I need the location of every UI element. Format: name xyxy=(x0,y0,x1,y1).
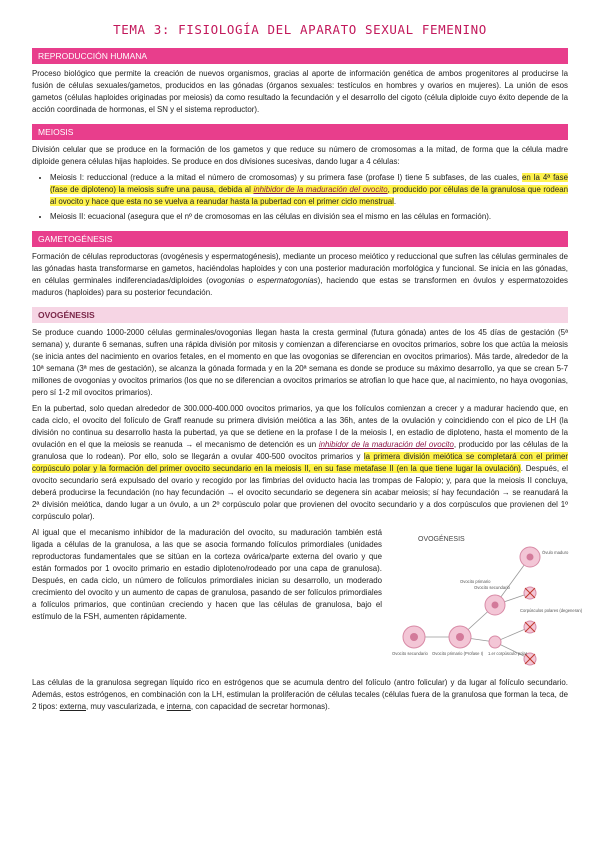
label-ovocito-profase: Ovocito primario (Profase I) xyxy=(432,651,484,656)
paragraph-ovogenesis-1: Se produce cuando 1000-2000 células germinales/ovogonias llegan hasta la cresta germinal (futura gónada) antes de los 45 días de gestación (5ª semana) y, durante 6 semanas, sufren una rápida división por mitosis y comienzan a diferenciarse en ovocitos primarios, sobre los que actúa la meiosis (se inicia antes del nacimiento en ovarios fetales, en el momento en que las ovogonias se diferencian en ovocitos primarios). Más tarde, alrededor de la 10ª semana (3ª mes de gestación), se alcanza la gónada formada y en la 20ª semana es donde se produce su máximo desarrollo, ya que se crean 5-7 millones de ovogonias y ovocitos primarios (los que no se diferencian a ovocitos primarios se atrofian lo que hace que, al nacimiento, no haya ovogonias, pero sí 1-2 mil ovocitos primarios). xyxy=(32,328,568,397)
paragraph-reproduccion: Proceso biológico que permite la creación de nuevos organismos, gracias al aporte de información genética de ambos progenitores al producirse la fusión de células sexuales/gametos, producidos en las gónadas (órganos sexuales: testículos en hombres y ovarios en mujeres). La unión de esos gametos (células haploides originadas por meiosis) da como resultado la fecundación y el desarrollo del cigoto (célula diploide cuyo éxito depende de la acción coordinada de hormonas, el SN y el sistema reproductor). xyxy=(32,69,568,114)
cell-polar-body-1 xyxy=(489,636,501,648)
list-item-meiosis-1: • Meiosis I: reduccional (reduce a la mitad el número de cromosomas) y su primera fase (profase I) tiene 5 subfases, de las cuales, en la 4ª fase (fase de diploteno) la meiosis sufre una pausa, debida al inhibidor de la maduración del ovocito, producido por células de la granulosa que rodean al ovocito y hace que esta no se vuelva a reanudar hasta la pubertad con el primer ciclo menstrual. xyxy=(50,172,568,208)
label-ovulo: Óvulo maduro xyxy=(542,550,569,555)
figure-title: OVOGÉNESIS xyxy=(418,536,465,543)
section-heading-reproduccion: REPRODUCCIÓN HUMANA xyxy=(32,48,568,64)
paragraph-ovogenesis-3: Al igual que el mecanismo inhibidor de la maduración del ovocito, su maduración también está ligada a células de la granulosa, a las que se asocia formando folículos primordiales (unidades reproductoras fundamentales que se sitúan en la corteza ovárica/parte externa del ovario y que están formados por 1 ovocito primario en estadio diploteno/rodeado por una capa de granulosa). Después, en cada ciclo, un número de folículos primordiales inician su desarrollo, un moderado crecimiento del ovocito y un aumento de capas de granulosa, pasando de ser folículos primordiales a folículos primarios, que continúan creciendo y hacen que las células de granulosa, bajo el estímulo de la FSH, aumenten rápidamente. xyxy=(32,528,382,621)
ovogenesis-diagram xyxy=(390,527,583,677)
meiosis-list xyxy=(32,172,568,223)
label-corpusculos: Corpúsculos polares (degeneran) xyxy=(520,608,583,613)
highlight: la primera división meiótica se completará con el primer corpúsculo polar y la formación del primer ovocito secundario en la meiosis II, en su fase metafase II (en la que tiene lugar la ovulación) xyxy=(32,452,569,473)
label-corpusculo-1: 1.er corpúsculo polar xyxy=(488,651,528,656)
section-heading-meiosis: MEIOSIS xyxy=(32,124,568,140)
label-ovocito-primario-top: Ovocito primario xyxy=(460,579,491,584)
paragraph-ovogenesis-4: Las células de la granulosa segregan líquido rico en estrógenos que se acumula dentro del folículo (antro folicular) y da lugar al folículo secundario. Además, estos estrógenos, en combinación con la LH, estimulan la proliferación de células tecales (células fuera de la granulosa que forman la teca, de 2 tipos: externa, muy vascularizada, e interna, con capacidad de secretar hormonas). xyxy=(32,678,568,711)
highlight: en la 4ª fase (fase de diploteno) la meiosis sufre una pausa, debida al inhibidor de la maduración del ovocito, producido por células de la granulosa que rodean al ovocito y hace que esta no se vuelva a reanudar hasta la pubertad con el primer ciclo menstrual xyxy=(50,173,568,206)
paragraph-meiosis: División celular que se produce en la formación de los gametos y que reduce su número de cromosomas a la mitad, de forma que la célula madre diploide genera células hijas haploides. Se produce en dos divisiones sucesivas, dando lugar a 4 células: xyxy=(32,145,568,166)
paragraph-ovogenesis-2: En la pubertad, solo quedan alrededor de 300.000-400.000 ovocitos primarios, ya que los folículos comienzan a crecer y a madurar haciendo que, en cada ciclo, el ovocito del folículo de Graff reanude su primera división meiótica a las 36h, antes de la ovulación y coincidiendo con el pico de LH (la división no continua su desarrollo hasta la pubertad, ya que se detiene en la profase I de la meiosis I, en estadio de diploteno, hasta el momento de la ovulación en el que la meiosis se reanuda → el mecanismo de detención es un inhibidor de la maduración del ovocito, producido por las células de la granulosa que lo rodean). Por ello, solo se llegarán a ovular 400-500 ovocitos primarios y la primera división meiótica se completará con el primer corpúsculo polar y la formación del primer ovocito secundario en la meiosis II, en su fase metafase II (en la que tiene lugar la ovulación). Después, el ovocito secundario será expulsado del ovario y recogido por las fimbrias del oviducto hacia las trompas de Falopio; y, para que la meiosis II concluya, deberá producirse la fecundación (no hay fecundación → el ovocito secundario se degenera sin acabar meiosis; sí hay fecundación → se reanudará la 2ª división meiótica, dando lugar a un óvulo, a un 2º corpúsculo polar que provienen del ovocito secundario y a dos corpúsculos que provienen del 1º corpúsculo polar). xyxy=(32,404,569,521)
label-ovocito-primario: Ovocito secundario xyxy=(392,651,428,656)
section-heading-gametogenesis: GAMETOGÉNESIS xyxy=(32,231,568,247)
list-item-meiosis-2: • Meiosis II: ecuacional (asegura que el nº de cromosomas en las células en división sea el mismo en las células en formación). xyxy=(50,211,568,223)
section-heading-ovogenesis: OVOGÉNESIS xyxy=(32,307,568,323)
label-ovocito-secundario: Ovocito secundario xyxy=(474,585,510,590)
page-title: TEMA 3: FISIOLOGÍA DEL APARATO SEXUAL FEMENINO xyxy=(113,22,487,37)
paragraph-gametogenesis: Formación de células reproductoras (ovogénesis y espermatogénesis), mediante un proceso meiótico y reduccional que sufren las células germinales de las gónadas hasta transformarse en gametos, haciéndolas haploides y con una posterior maduración morfológica y funcional. Se inicia en las gónadas, en células germinales indiferenciadas/diploides (ovogonias o espermatogonias), haciendo que estas se transformen en óvulos y espermatozoides maduros (haploides) para su posterior fecundación. xyxy=(32,252,568,297)
figure-row xyxy=(32,527,583,677)
